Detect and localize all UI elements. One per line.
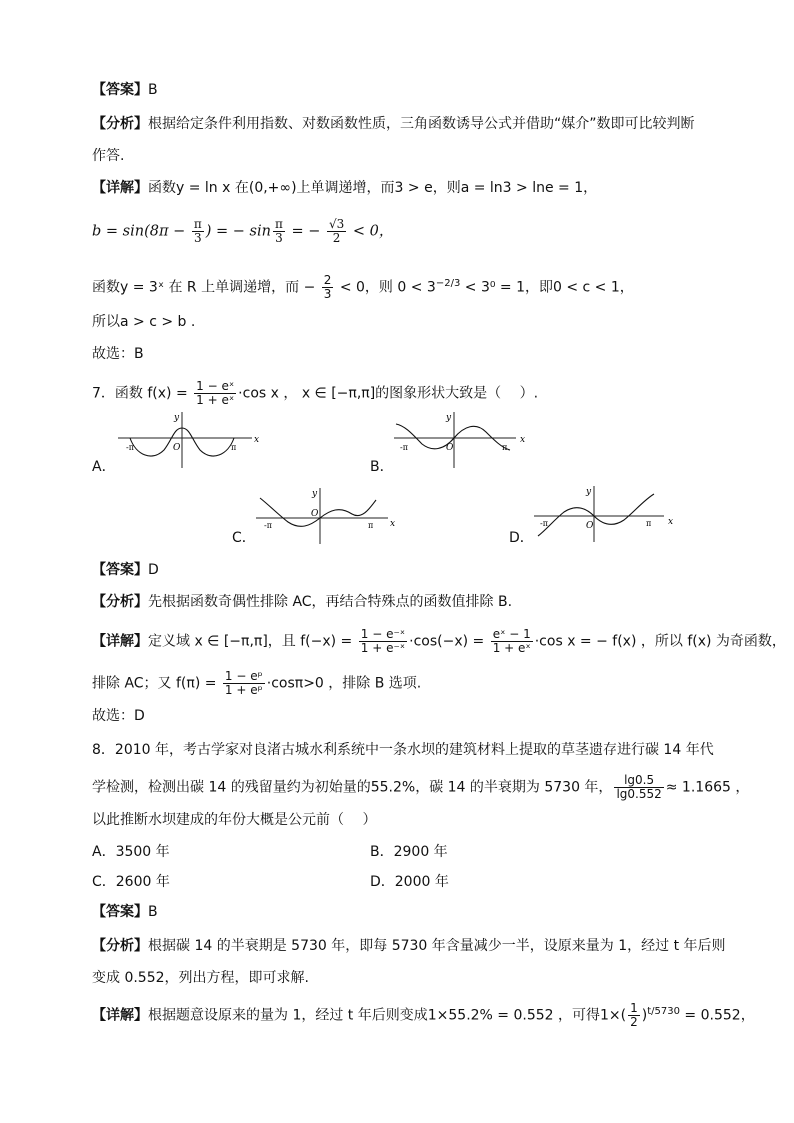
analysis-text: 根据碳 14 的半衰期是 5730 年，即每 5730 年含量减少一半，设原来量为 1，经过 t 年后则 xyxy=(148,938,726,954)
answer-8 xyxy=(92,902,158,922)
neg-pi-label: -π xyxy=(540,519,548,528)
frac-den: 2 xyxy=(630,1015,638,1030)
frac-den: 1 + e⁻ˣ xyxy=(360,641,406,655)
frac-num: 1 xyxy=(630,1001,638,1016)
question-8-line-2 xyxy=(92,774,749,801)
expr-part: < 3⁰ = 1，即0 < c < 1， xyxy=(460,279,634,296)
origin-label: O xyxy=(173,443,181,453)
detail-6-line-5: 故选：B xyxy=(92,346,144,362)
option-8-d: D．2000 年 xyxy=(370,874,449,890)
neg-pi-label: -π xyxy=(400,443,408,452)
analysis-tag: 【分析】 xyxy=(92,938,148,954)
option-b-graph xyxy=(392,410,534,472)
axis-y-label: y xyxy=(174,413,180,423)
detail-tag: 【详解】 xyxy=(92,1007,148,1024)
frac-num: √3 xyxy=(328,217,345,231)
frac-den: 3 xyxy=(275,231,283,245)
answer-6 xyxy=(92,80,158,100)
detail-7-line-2 xyxy=(92,670,421,697)
origin-label: O xyxy=(446,443,454,453)
frac-num: 2 xyxy=(323,273,332,288)
answer-tag: 【答案】 xyxy=(92,562,148,578)
expr-part: ·cos x ， x ∈ [−π,π]的图象形状大致是（ ）. xyxy=(238,385,539,402)
option-b-label: B． xyxy=(370,459,394,475)
frac-num: π xyxy=(274,217,283,231)
expr-part: < 0，则 0 < 3 xyxy=(335,279,436,296)
answer-value: D xyxy=(148,562,159,578)
expr-part: 定义域 x ∈ [−π,π]，且 f(−x) = xyxy=(148,633,357,650)
detail-tag: 【详解】 xyxy=(92,633,148,650)
neg-pi-label: -π xyxy=(264,521,272,530)
expr-part: ·cos(−x) = xyxy=(409,633,489,650)
detail-6-line-1 xyxy=(92,178,597,198)
analysis-8-cont: 变成 0.552，列出方程，即可求解. xyxy=(92,970,309,986)
expr-part: < 0， xyxy=(348,223,394,240)
expr-part: = 0.552， xyxy=(679,1007,755,1024)
axis-x-label: x xyxy=(520,435,526,445)
fraction xyxy=(491,628,533,655)
expr-part: 函数y = 3ˣ 在 R 上单调递增，而 − xyxy=(92,279,320,296)
frac-num: 1 − e⁻ˣ xyxy=(360,627,406,641)
expr-part: 学检测，检测出碳 14 的残留量约为初始量的55.2%，碳 14 的半衰期为 5730 年， xyxy=(92,779,613,796)
option-8-a: A．3500 年 xyxy=(92,844,170,860)
option-d-graph xyxy=(532,484,678,546)
detail-6-line-4: 所以a > c > b . xyxy=(92,314,196,330)
pi-label: π xyxy=(502,443,508,452)
pi-label: π xyxy=(646,519,652,528)
detail-7-line-3: 故选：D xyxy=(92,708,145,724)
exponent: t/5730 xyxy=(647,1006,680,1017)
analysis-text: 根据给定条件利用指数、对数函数性质，三角函数诱导公式并借助“媒介”数即可比较判断 xyxy=(148,116,695,132)
option-a-label: A． xyxy=(92,459,116,475)
neg-pi-label: -π xyxy=(126,443,134,452)
frac-den: lg0.552 xyxy=(616,787,662,801)
fraction xyxy=(614,774,663,801)
frac-num: 1 − eᵖ xyxy=(224,669,263,683)
origin-label: O xyxy=(586,521,594,531)
question-7-stem xyxy=(92,380,538,407)
pi-label: π xyxy=(231,443,237,452)
axis-y-label: y xyxy=(312,489,318,499)
expr-part: ≈ 1.1665 ， xyxy=(665,779,750,796)
frac-num: 1 − eˣ xyxy=(196,379,235,393)
frac-num: π xyxy=(193,217,202,231)
analysis-text: 先根据函数奇偶性排除 AC，再结合特殊点的函数值排除 B. xyxy=(148,594,513,610)
analysis-6-cont: 作答. xyxy=(92,148,125,164)
option-8-c: C．2600 年 xyxy=(92,874,170,890)
detail-text: 函数y = ln x 在(0,+∞)上单调递增，而3 > e，则a = ln3 > lne = 1， xyxy=(148,180,598,196)
axis-y-label: y xyxy=(446,413,452,423)
option-8-b: B．2900 年 xyxy=(370,844,448,860)
axis-x-label: x xyxy=(254,435,260,445)
analysis-tag: 【分析】 xyxy=(92,116,148,132)
expr-part: ) = − sin xyxy=(205,223,271,240)
expr-part: 排除 AC；又 f(π) = xyxy=(92,675,221,692)
frac-den: 1 + eˣ xyxy=(196,393,235,407)
option-c-label: C． xyxy=(232,530,256,546)
analysis-tag: 【分析】 xyxy=(92,594,148,610)
frac-den: 2 xyxy=(332,231,341,245)
option-a-graph xyxy=(116,410,258,472)
fraction xyxy=(322,274,334,301)
analysis-6 xyxy=(92,114,695,134)
pi-label: π xyxy=(368,521,374,530)
fraction xyxy=(223,670,265,697)
frac-den: 3 xyxy=(193,231,202,245)
detail-7-line-1 xyxy=(92,628,786,655)
option-c-graph xyxy=(254,486,396,548)
detail-6-line-3 xyxy=(92,274,634,301)
answer-7 xyxy=(92,560,159,580)
expr-part: ·cos x = − f(x) ，所以 f(x) 为奇函数， xyxy=(534,633,786,650)
expr-part: ·cosπ>0 ，排除 B 选项. xyxy=(266,675,422,692)
axis-x-label: x xyxy=(668,517,674,527)
origin-label: O xyxy=(311,509,319,519)
frac-num: lg0.5 xyxy=(614,774,663,788)
axis-x-label: x xyxy=(390,519,396,529)
analysis-7 xyxy=(92,592,512,612)
axis-y-label: y xyxy=(586,487,592,497)
detail-tag: 【详解】 xyxy=(92,180,148,196)
answer-value: B xyxy=(148,82,158,98)
fraction xyxy=(327,218,346,245)
fraction xyxy=(628,1002,640,1029)
answer-tag: 【答案】 xyxy=(92,904,148,920)
frac-den: 1 + eᵖ xyxy=(224,683,263,697)
expr-part: ) xyxy=(641,1007,648,1024)
fraction xyxy=(273,218,285,245)
frac-den: 1 + eˣ xyxy=(492,641,531,655)
question-8-line-3: 以此推断水坝建成的年份大概是公元前（ ） xyxy=(92,812,377,828)
answer-tag: 【答案】 xyxy=(92,82,148,98)
expr-part: 7．函数 f(x) = xyxy=(92,385,193,402)
frac-num: eˣ − 1 xyxy=(492,627,531,641)
detail-6-line-2 xyxy=(92,218,393,245)
option-d-label: D． xyxy=(509,530,534,546)
analysis-8 xyxy=(92,936,726,956)
expr-part: 根据题意设原来的量为 1，经过 t 年后则变成1×55.2% = 0.552 ，可得1×( xyxy=(148,1007,627,1024)
fraction xyxy=(359,628,407,655)
question-8-line-1: 8．2010 年，考古学家对良渚古城水利系统中一条水坝的建筑材料上提取的草茎遗存进行碳 14 年代 xyxy=(92,742,714,758)
fraction xyxy=(194,380,236,407)
expr-part: = − xyxy=(286,223,325,240)
exponent: −2/3 xyxy=(435,278,461,289)
detail-8-line-1 xyxy=(92,1002,755,1029)
answer-value: B xyxy=(148,904,158,920)
expr-part: b = sin(8π − xyxy=(92,223,190,240)
frac-den: 3 xyxy=(323,287,332,302)
fraction xyxy=(192,218,204,245)
